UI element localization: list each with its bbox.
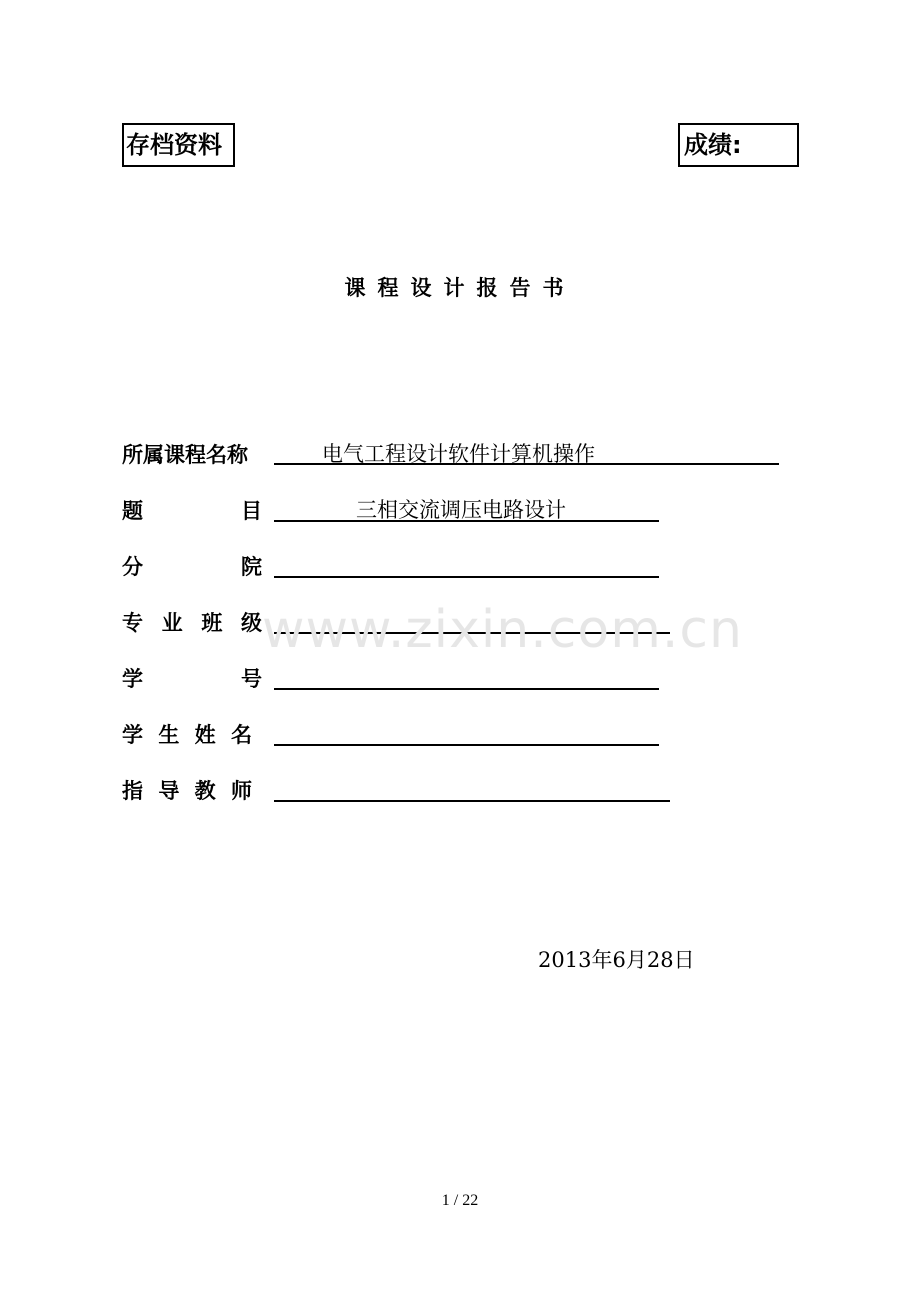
field-label-student-name-char-1: 学 [122,723,143,747]
archive-label: 存档资料 [126,131,222,159]
field-label-student-name [122,720,252,750]
date-day-unit: 日 [673,948,695,972]
field-label-major-class [122,608,262,638]
field-label-student-name-char-2: 生 [158,723,180,747]
date-month: 6 [612,948,626,972]
field-label-student-name-char-4: 名 [230,723,252,747]
field-line-advisor [274,800,670,802]
field-label-topic-char-2: 目 [241,499,262,523]
field-label-college [122,552,262,582]
field-label-topic [122,496,262,526]
field-label-advisor [122,776,252,806]
report-title: 课程设计报告书 [344,276,576,300]
field-label-advisor-char-2: 导 [158,779,180,803]
field-label-advisor-char-4: 师 [230,779,252,803]
field-label-major-char-1: 专 [122,611,143,635]
field-line-college [274,576,659,578]
field-label-college-char-1: 分 [122,555,143,579]
field-value-course: 电气工程设计软件计算机操作 [322,442,595,466]
field-label-student-id [122,664,262,694]
date-year: 2013 [538,948,592,972]
field-label-student-name-char-3: 姓 [194,723,216,747]
field-label-major-char-3: 班 [201,611,223,635]
field-label-course [122,440,262,470]
field-label-student-id-char-1: 学 [122,667,143,691]
date-day: 28 [646,948,674,972]
field-label-major-char-2: 业 [161,611,183,635]
report-date [538,944,695,974]
field-label-advisor-char-1: 指 [122,779,143,803]
field-value-topic: 三相交流调压电路设计 [356,498,566,522]
grade-box [678,123,799,167]
field-line-student-id [274,688,659,690]
field-label-major-char-4: 级 [240,611,262,635]
page-number: 1 / 22 [441,1192,479,1209]
field-label-course-text: 所属课程名称 [122,443,248,467]
field-label-topic-char-1: 题 [122,499,143,523]
date-year-unit: 年 [591,948,613,972]
grade-label: 成绩: [684,131,742,159]
field-label-student-id-char-2: 号 [241,667,262,691]
archive-box [122,123,235,167]
field-label-advisor-char-3: 教 [194,779,216,803]
watermark: www.zixin.com.cn [262,600,743,660]
field-line-student-name [274,744,659,746]
field-label-college-char-2: 院 [241,555,262,579]
date-month-unit: 月 [625,948,647,972]
